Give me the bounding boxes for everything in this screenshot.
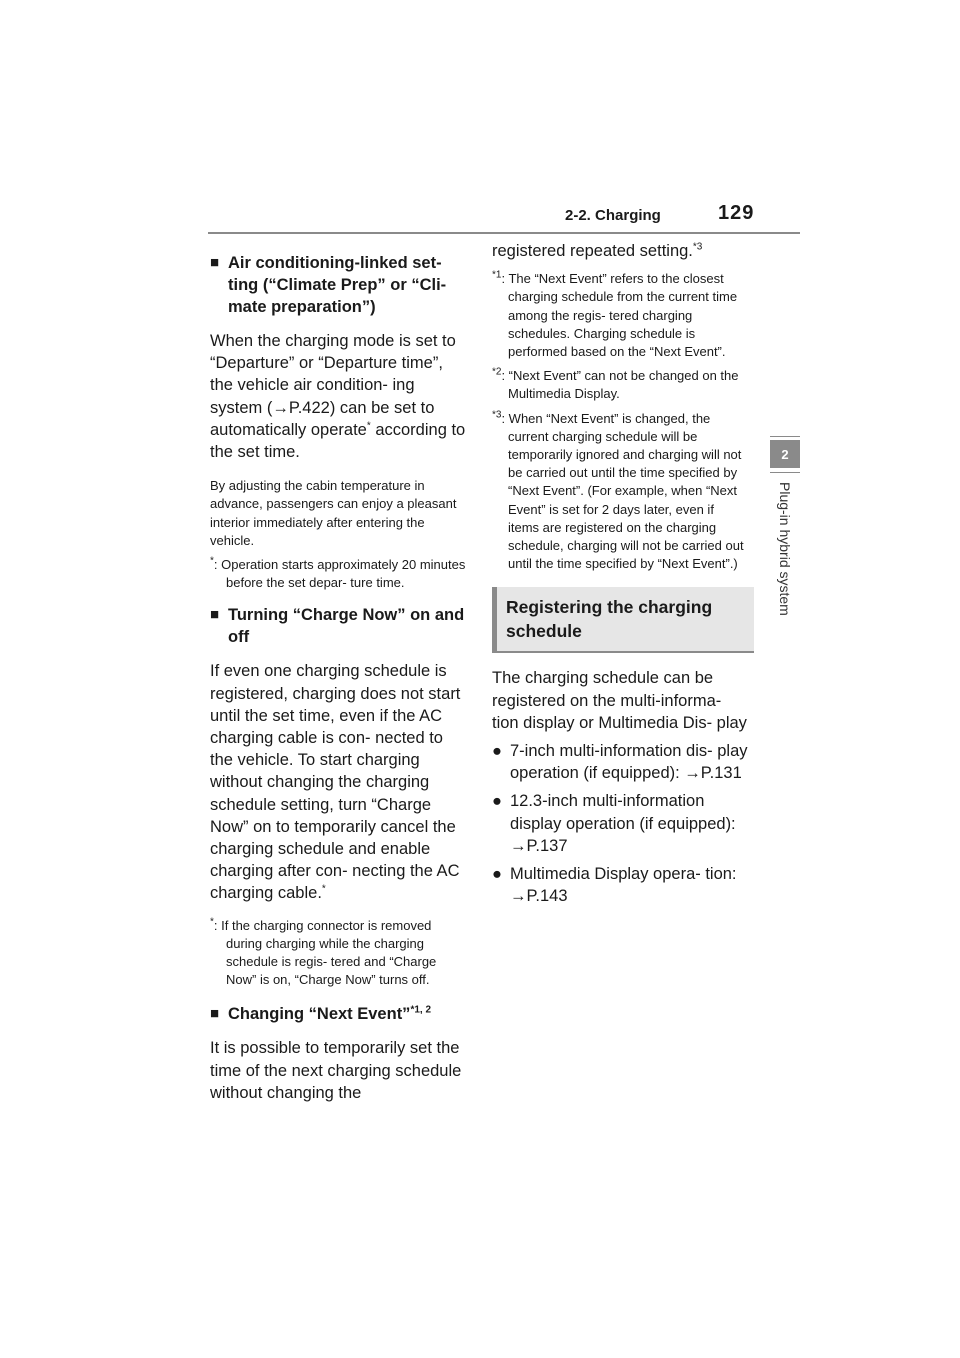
section-heading-box: Registering the charging schedule: [492, 587, 754, 653]
footnote-ref: *: [321, 883, 326, 895]
footnote-text: : Operation starts approximately 20 minutes before the set depar- ture time.: [213, 557, 466, 591]
footnote: [210, 917, 466, 990]
footnote-ref: *3: [692, 241, 703, 253]
list-item: [492, 790, 748, 857]
list-item-text: 12.3-inch multi-information display operation (if equipped): →P.137: [510, 792, 736, 855]
footnote: [492, 270, 748, 361]
list-item: [492, 740, 748, 784]
paragraph-text: When the charging mode is set to “Departure” or “Departure time”, the vehicle air condition- ing system (→P.422) can be set to automatically operate: [210, 332, 456, 439]
footnote-mark: *2: [492, 366, 502, 378]
paragraph: [210, 330, 466, 463]
footnote-text: : When “Next Event” is changed, the current charging schedule will be temporarily ignored and charging will not be carried out until the time specified by “Next Event”. (For example, when “Next Event” is set for 2 days later, even if items are registered on the charging schedule, charging will not be carried out until the time specified by “Next Event”.): [501, 410, 744, 572]
list-item: [492, 863, 748, 907]
footnote-text: : “Next Event” can not be changed on the Multimedia Display.: [501, 368, 739, 402]
paragraph: It is possible to temporarily set the time of the next charging schedule without changing the: [210, 1039, 462, 1102]
black-square-icon: ■: [210, 254, 220, 271]
black-square-icon: ■: [210, 1005, 220, 1023]
heading-text: Changing “Next Event”: [228, 1005, 411, 1024]
list-item-text: Multimedia Display opera- tion: →P.143: [510, 865, 737, 906]
footnote-mark: *: [210, 916, 214, 928]
paragraph: [210, 660, 466, 904]
paragraph-continued: [492, 240, 748, 262]
heading-climate-prep: [210, 252, 466, 318]
footnote: [210, 556, 466, 592]
footnote-ref: *1, 2: [410, 1004, 432, 1016]
note-text: By adjusting the cabin temperature in advance, passengers can enjoy a pleasant interior immediately after entering the vehicle.: [210, 478, 457, 548]
left-column: [210, 252, 466, 1104]
footnote-mark: *3: [492, 409, 502, 421]
chapter-title: Plug-in hybrid system: [777, 482, 793, 616]
footnote-ref: *: [366, 420, 371, 432]
section-title: 2-2. Charging: [565, 207, 661, 224]
paragraph-text: according to the set time.: [210, 420, 466, 462]
footnote: [492, 410, 748, 574]
heading-text: Air conditioning-linked set- ting (“Climate Prep” or “Cli- mate preparation”): [228, 254, 447, 316]
footnote-mark: *1: [492, 269, 502, 281]
heading-text: Turning “Charge Now” on and off: [228, 606, 465, 647]
header-rule: [208, 232, 800, 234]
chapter-tab-label: [770, 482, 800, 652]
paragraph-text: If even one charging schedule is registered, charging does not start until the set time, even if the AC charging cable is con- nected to the vehicle. To start charging without changing the charging schedule setting, turn “Charge Now” on to temporarily cancel the charging schedule and enable charging after con- necting the AC charging cable.: [210, 662, 461, 903]
tab-divider-bottom: [770, 472, 800, 473]
footnote: [492, 367, 748, 403]
footnote-mark: *: [210, 555, 214, 567]
list-item-text: 7-inch multi-information dis- play operation (if equipped): →P.131: [510, 742, 748, 783]
black-circle-icon: ●: [492, 792, 502, 811]
black-circle-icon: ●: [492, 742, 502, 761]
page-number: 129: [718, 202, 755, 224]
right-column: [492, 240, 748, 907]
chapter-tab-number: 2: [770, 440, 800, 468]
black-circle-icon: ●: [492, 865, 502, 884]
heading-charge-now: [210, 604, 466, 648]
paragraph: The charging schedule can be registered on the multi-informa- tion display or Multimedia Dis- play: [492, 669, 747, 732]
black-square-icon: ■: [210, 606, 220, 624]
heading-next-event: [210, 1003, 466, 1025]
paragraph-text: registered repeated setting.: [492, 242, 693, 260]
footnote-text: : If the charging connector is removed during charging while the charging schedule is regis- tered and “Charge Now” is on, “Charge Now” turns off.: [213, 917, 437, 988]
tab-divider-top: [770, 436, 800, 437]
footnote-text: : The “Next Event” refers to the closest charging schedule from the current time among the regis- tered charging schedules. Charging schedule is performed based on the “Next Event”.: [501, 271, 738, 360]
